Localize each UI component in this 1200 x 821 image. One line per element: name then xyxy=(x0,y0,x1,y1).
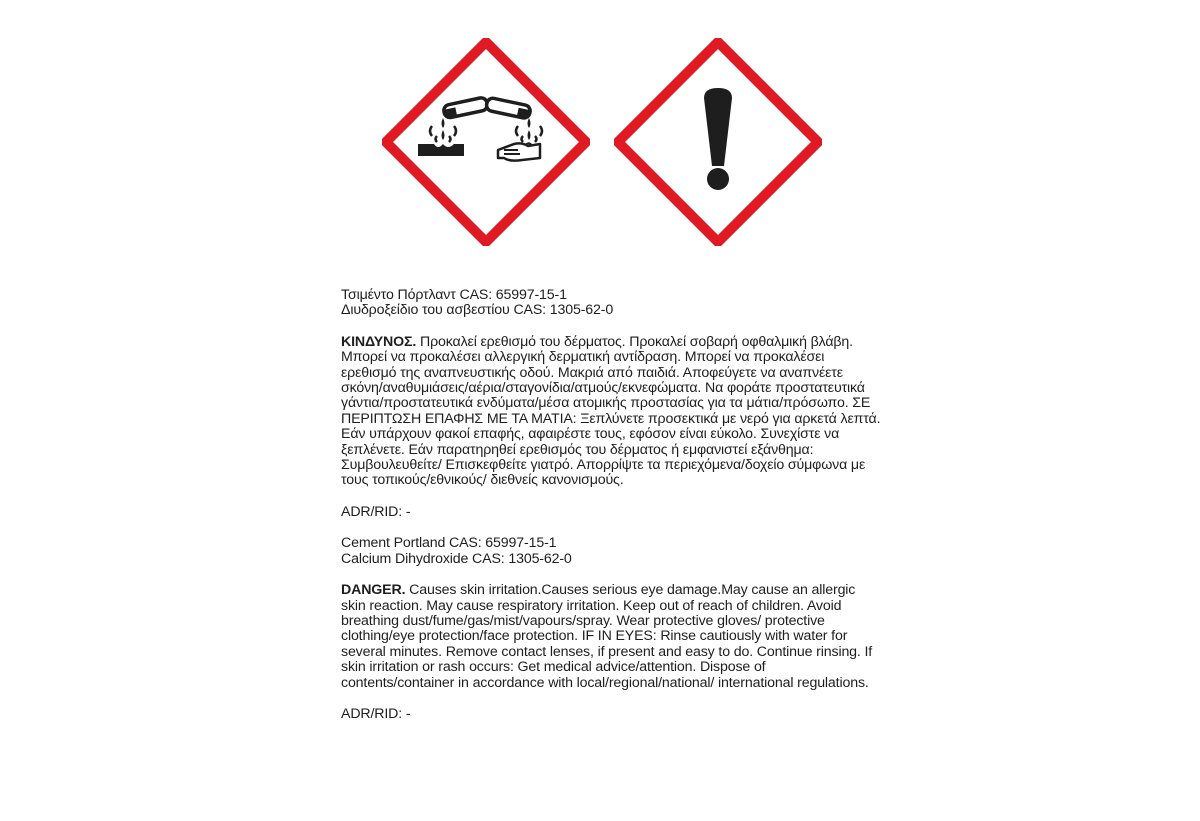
greek-signal-word: ΚΙΝΔΥΝΟΣ. xyxy=(341,333,417,350)
english-hazard-statement xyxy=(341,583,881,691)
greek-adr-rid: ADR/RID: - xyxy=(341,503,411,520)
greek-hazard-statement xyxy=(341,335,881,489)
greek-substance-1: Τσιμέντο Πόρτλαντ CAS: 65997-15-1 xyxy=(341,287,567,303)
english-substance-1: Cement Portland CAS: 65997-15-1 xyxy=(341,535,557,552)
label-text xyxy=(341,288,881,722)
english-signal-word: DANGER. xyxy=(341,582,406,599)
english-substance-2: Calcium Dihydroxide CAS: 1305-62-0 xyxy=(341,550,572,567)
corrosion-icon xyxy=(382,38,590,246)
exclamation-mark-icon xyxy=(614,38,822,246)
hazard-pictograms xyxy=(0,0,1200,260)
english-hazard-text: Causes skin irritation.Causes serious eye damage.May cause an allergic skin reaction. May cause respiratory irritation. Keep out of reach of children. Avoid breathing dust/fume/gas/mist/vapours/spray. Wear protective gloves/ protective clothing/eye protection/face protection. IF IN EYES: Rinse cautiously with water for several minutes. Remove contact lenses, if present and easy to do. Continue rinsing. If skin irritation or rash occurs: Get medical advice/attention. Dispose of contents/container in accordance with local/regional/national/ international regulations. xyxy=(341,582,873,691)
greek-hazard-text: Προκαλεί ερεθισμό του δέρματος. Προκαλεί σοβαρή οφθαλμική βλάβη. Μπορεί να προκαλέσει αλλεργική δερματική αντίδραση. Μπορεί να προκαλέσει ερεθισμό της αναπνευστικής οδού. Μακριά από παιδιά. Αποφεύγετε να αναπνέετε σκόνη/αναθυμιάσεις/αέρια/σταγονίδια/ατμούς/εκνεφώματα. Να φοράτε προστατευτικά γάντια/προστατευτικά ενδύματα/μέσα ατομικής προστασίας για τα μάτια/πρόσωπο. ΣΕ ΠΕΡΙΠΤΩΣΗ ΕΠΑΦΗΣ ΜΕ ΤΑ ΜΑΤΙΑ: Ξεπλύνετε προσεκτικά με νερό για αρκετά λεπτά. Εάν υπάρχουν φακοί επαφής, αφαιρέστε τους, εφόσον είναι εύκολο. Συνεχίστε να ξεπλένετε. Εάν παρατηρηθεί ερεθισμός του δέρματος ή εμφανιστεί εξάνθημα: Συμβουλευθείτε/ Επισκεφθείτε γιατρό. Απορρίψτε τα περιεχόμενα/δοχείο σύμφωνα με τους τοπικούς/εθνικούς/ διεθνείς κανονισμούς. xyxy=(341,333,881,489)
english-adr-rid: ADR/RID: - xyxy=(341,705,411,722)
greek-substance-2: Διυδροξείδιο του ασβεστίου CAS: 1305-62-0 xyxy=(341,302,614,319)
